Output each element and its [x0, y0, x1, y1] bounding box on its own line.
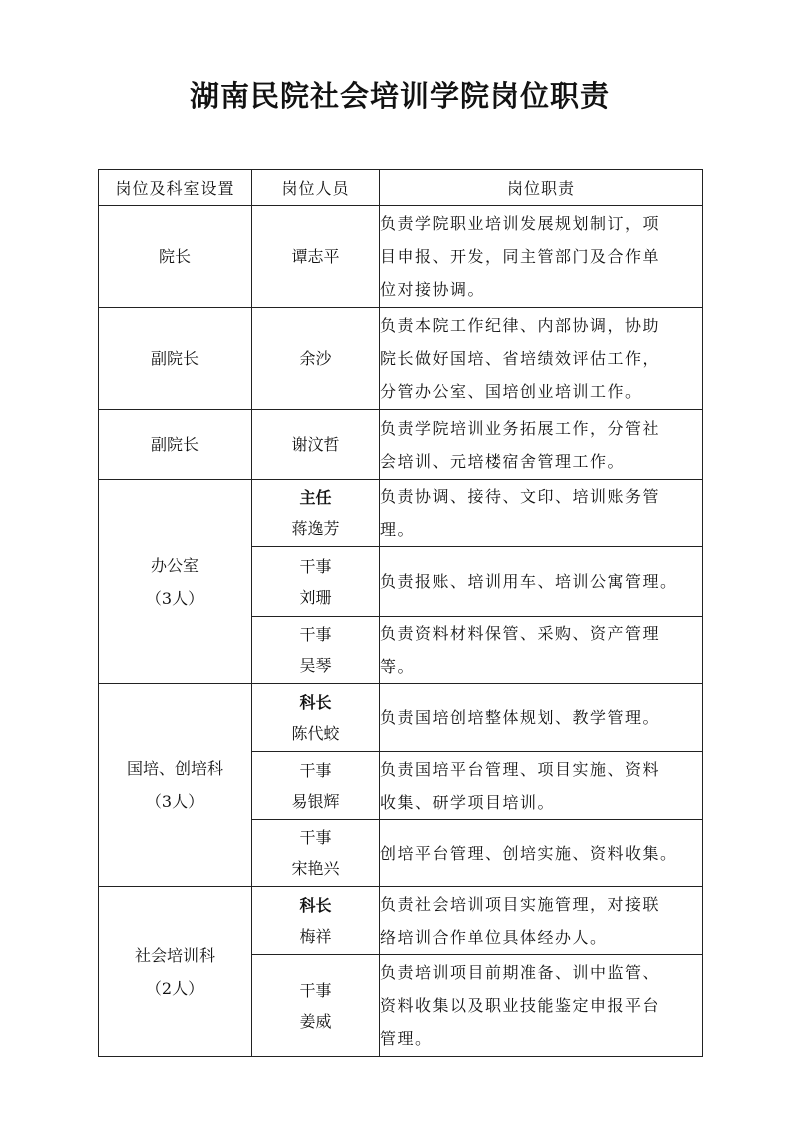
- duty-line: 收集、研学项目培训。: [380, 792, 556, 812]
- duty-cell: [380, 410, 703, 480]
- duty-cell: [380, 684, 703, 752]
- duty-line: 等。: [380, 657, 416, 676]
- duty-line: 络培训合作单位具体经办人。: [380, 927, 608, 947]
- person-name: 梅祥: [299, 926, 332, 946]
- duty-cell: [380, 617, 703, 684]
- duty-line: 负责资料材料保管、采购、资产管理: [380, 624, 661, 643]
- duty-line: 分管办公室、国培创业培训工作。: [380, 382, 643, 401]
- dept-count: （3人）: [145, 588, 205, 608]
- duty-line: 创培平台管理、创培实施、资料收集。: [380, 843, 678, 863]
- person-name: 吴琴: [299, 656, 332, 675]
- duty-line: 负责社会培训项目实施管理，对接联: [380, 894, 661, 914]
- duty-line: 负责国培平台管理、项目实施、资料: [380, 759, 661, 779]
- duty-cell: [380, 480, 703, 547]
- table-header-row: [99, 170, 703, 206]
- table-row: [99, 887, 703, 955]
- person-cell: 谢汶哲: [252, 410, 380, 480]
- person-cell: 余沙: [252, 308, 380, 410]
- person-role: 科长: [299, 692, 332, 712]
- duty-line: 会培训、元培楼宿舍管理工作。: [380, 451, 626, 471]
- dept-name: 国培、创培科: [126, 759, 223, 778]
- person-cell: 谭志平: [252, 206, 380, 308]
- dept-cell: 副院长: [99, 308, 252, 410]
- duty-line: 负责培训项目前期准备、训中监管、: [380, 963, 661, 982]
- person-role: 科长: [299, 895, 332, 915]
- duty-line: 院长做好国培、省培绩效评估工作，: [380, 349, 661, 368]
- person-name: 刘珊: [299, 587, 332, 607]
- dept-count: （3人）: [145, 792, 205, 811]
- duty-line: 负责学院职业培训发展规划制订，项: [380, 214, 661, 233]
- table-row: [99, 480, 703, 547]
- person-cell: [252, 887, 380, 955]
- table-row: [99, 410, 703, 480]
- person-cell: [252, 547, 380, 617]
- person-name: 易银辉: [291, 791, 340, 811]
- duty-line: 理。: [380, 520, 416, 539]
- header-person: 岗位人员: [252, 170, 380, 206]
- person-role: 干事: [299, 828, 332, 847]
- duty-cell: [380, 955, 703, 1057]
- duty-line: 负责学院培训业务拓展工作，分管社: [380, 418, 661, 438]
- person-cell: [252, 752, 380, 820]
- duty-line: 目申报、开发，同主管部门及合作单: [380, 247, 661, 266]
- duty-cell: [380, 887, 703, 955]
- person-role: 干事: [299, 625, 332, 644]
- person-role: 主任: [299, 488, 332, 507]
- person-cell: [252, 480, 380, 547]
- page-title: 湖南民院社会培训学院岗位职责: [189, 79, 610, 113]
- table-row: [99, 684, 703, 752]
- person-name: 姜威: [299, 1011, 332, 1031]
- person-cell: [252, 820, 380, 887]
- person-cell: [252, 684, 380, 752]
- dept-cell: 副院长: [99, 410, 252, 480]
- dept-cell: 院长: [99, 206, 252, 308]
- duty-line: 负责报账、培训用车、培训公寓管理。: [380, 572, 678, 591]
- dept-name: 社会培训科: [134, 945, 215, 965]
- duty-cell: [380, 547, 703, 617]
- dept-cell-social: [99, 887, 252, 1057]
- dept-count: （2人）: [145, 978, 205, 998]
- person-role: 干事: [299, 760, 332, 780]
- duty-cell: [380, 206, 703, 308]
- dept-cell-guopei: [99, 684, 252, 887]
- person-cell: [252, 617, 380, 684]
- duty-line: 位对接协调。: [380, 280, 486, 299]
- person-cell: [252, 955, 380, 1057]
- dept-cell-office: [99, 480, 252, 684]
- duty-line: 管理。: [380, 1029, 433, 1048]
- table-row: [99, 206, 703, 308]
- duty-line: 负责国培创培整体规划、教学管理。: [380, 708, 661, 727]
- person-name: 蒋逸芳: [291, 519, 340, 538]
- duty-line: 负责本院工作纪律、内部协调，协助: [380, 316, 661, 335]
- dept-name: 办公室: [150, 555, 199, 575]
- person-name: 陈代蛟: [291, 723, 340, 743]
- duty-cell: [380, 820, 703, 887]
- duty-cell: [380, 752, 703, 820]
- duty-table: [98, 169, 703, 1057]
- duty-cell: [380, 308, 703, 410]
- header-duty: 岗位职责: [380, 170, 703, 206]
- person-role: 干事: [299, 556, 332, 576]
- person-name: 宋艳兴: [291, 859, 340, 878]
- duty-line: 资料收集以及职业技能鉴定申报平台: [380, 996, 661, 1015]
- duty-line: 负责协调、接待、文印、培训账务管: [380, 487, 661, 506]
- table-row: [99, 308, 703, 410]
- header-dept: 岗位及科室设置: [99, 170, 252, 206]
- person-role: 干事: [299, 980, 332, 1000]
